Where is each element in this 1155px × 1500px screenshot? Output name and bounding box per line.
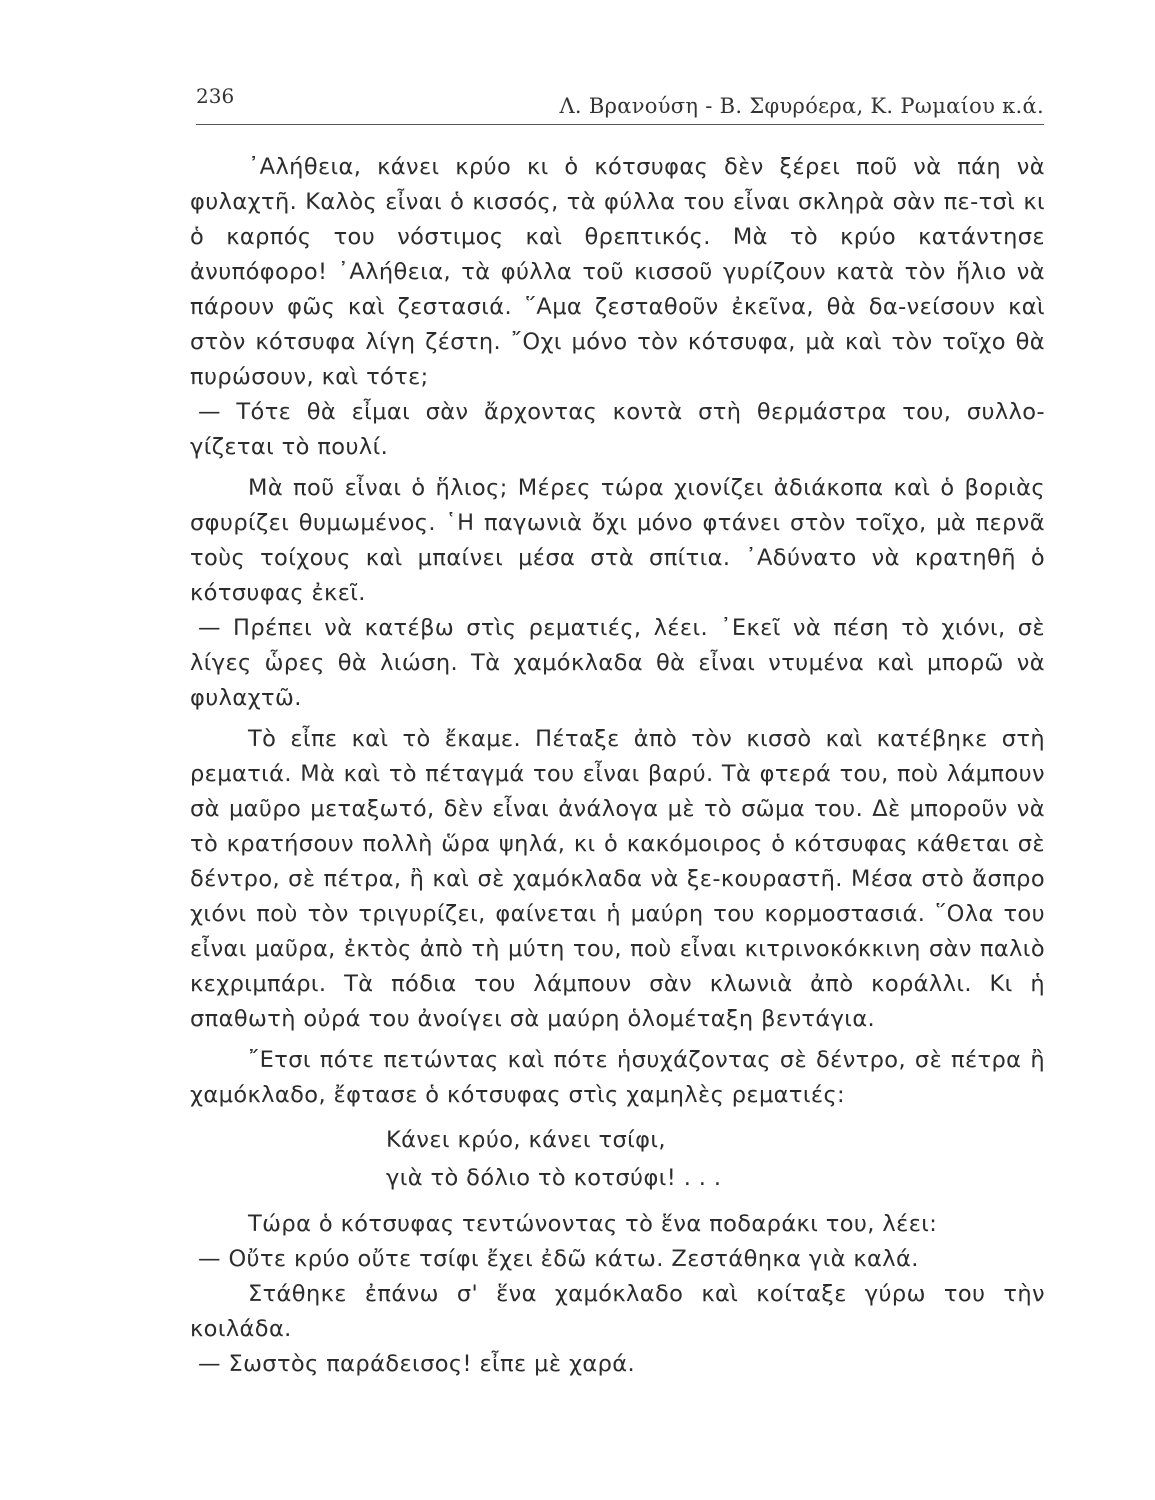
page-number: 236	[196, 84, 235, 108]
header-rule	[196, 124, 1044, 125]
body-text	[190, 150, 1045, 1382]
running-head: Λ. Βρανούση - Β. Σφυρόερα, Κ. Ρωμαίου κ.ά.	[559, 94, 1044, 118]
poem-verse	[386, 1121, 1045, 1197]
dialogue-line: — Οὔτε κρύο οὔτε τσίφι ἔχει ἐδῶ κάτω. Ζεστάθηκα γιὰ καλά.	[198, 1246, 919, 1272]
paragraph: Μὰ ποῦ εἶναι ὁ ἥλιος; Μέρες τώρα χιονίζει ἀδιάκοπα καὶ ὁ βοριὰς σφυρίζει θυμωμένος. ῾Η παγωνιὰ ὄχι μόνο φτάνει στὸν τοῖχο, μὰ περνᾶ τοὺς τοίχους καὶ μπαίνει μέσα στὰ σπίτια. ᾿Αδύνατο νὰ κρατηθῆ ὁ κότσυφας ἐκεῖ.	[190, 475, 1045, 606]
paragraph: Τώρα ὁ κότσυφας τεντώνοντας τὸ ἕνα ποδαράκι του, λέει:	[248, 1211, 938, 1237]
dialogue-line: — Πρέπει νὰ κατέβω στὶς ρεματιές, λέει. ᾿Εκεῖ νὰ πέση τὸ χιόνι, σὲ λίγες ὧρες θὰ λιώση. Τὰ χαμόκλαδα θὰ εἶναι ντυμένα καὶ μπορῶ νὰ φυλαχτῶ.	[190, 615, 1045, 711]
dialogue-line: — Τότε θὰ εἶμαι σὰν ἄρχοντας κοντὰ στὴ θερμάστρα του, συλλο-γίζεται τὸ πουλί.	[190, 399, 1045, 460]
paragraph: Στάθηκε ἐπάνω σ' ἕνα χαμόκλαδο καὶ κοίταξε γύρω του τὴν κοιλάδα.	[190, 1281, 1045, 1342]
page-header	[196, 84, 1044, 128]
dialogue-line: — Σωστὸς παράδεισος! εἶπε μὲ χαρά.	[198, 1351, 636, 1377]
paragraph: Τὸ εἶπε καὶ τὸ ἔκαμε. Πέταξε ἀπὸ τὸν κισσὸ καὶ κατέβηκε στὴ ρεματιά. Μὰ καὶ τὸ πέταγμά του εἶναι βαρύ. Τὰ φτερά του, ποὺ λάμπουν σὰ μαῦρο μεταξωτό, δὲν εἶναι ἀνάλογα μὲ τὸ σῶμα του. Δὲ μποροῦν νὰ τὸ κρατήσουν πολλὴ ὥρα ψηλά, κι ὁ κακόμοιρος ὁ κότσυφας κάθεται σὲ δέντρο, σὲ πέτρα, ἢ καὶ σὲ χαμόκλαδα νὰ ξε-κουραστῆ. Μέσα στὸ ἄσπρο χιόνι ποὺ τὸν τριγυρίζει, φαίνεται ἡ μαύρη του κορμοστασιά. ῞Ολα του εἶναι μαῦρα, ἐκτὸς ἀπὸ τὴ μύτη του, ποὺ εἶναι κιτρινοκόκκινη σὰν παλιὸ κεχριμπάρι. Τὰ πόδια του λάμπουν σὰν κλωνιὰ ἀπὸ κοράλλι. Κι ἡ σπαθωτὴ οὐρά του ἀνοίγει σὰ μαύρη ὁλομέταξη βεντάγια.	[190, 726, 1045, 1032]
paragraph: ᾿Αλήθεια, κάνει κρύο κι ὁ κότσυφας δὲν ξέρει ποῦ νὰ πάη νὰ φυλαχτῆ. Καλὸς εἶναι ὁ κισσός, τὰ φύλλα του εἶναι σκληρὰ σὰν πε-τσὶ κι ὁ καρπός του νόστιμος καὶ θρεπτικός. Μὰ τὸ κρύο κατάντησε ἀνυπόφορο! ᾿Αλήθεια, τὰ φύλλα τοῦ κισσοῦ γυρίζουν κατὰ τὸν ἥλιο νὰ πάρουν φῶς καὶ ζεστασιά. ῞Αμα ζεσταθοῦν ἐκεῖνα, θὰ δα-νείσουν καὶ στὸν κότσυφα λίγη ζέστη. ῎Οχι μόνο τὸν κότσυφα, μὰ καὶ τὸν τοῖχο θὰ πυρώσουν, καὶ τότε;	[190, 154, 1045, 390]
poem-line: γιὰ τὸ δόλιο τὸ κοτσύφι! . . .	[386, 1165, 722, 1191]
poem-line: Κάνει κρύο, κάνει τσίφι,	[386, 1127, 666, 1153]
paragraph: ῎Ετσι πότε πετώντας καὶ πότε ἡσυχάζοντας σὲ δέντρο, σὲ πέτρα ἢ χαμόκλαδο, ἔφτασε ὁ κότσυφας στὶς χαμηλὲς ρεματιές:	[190, 1047, 1045, 1108]
